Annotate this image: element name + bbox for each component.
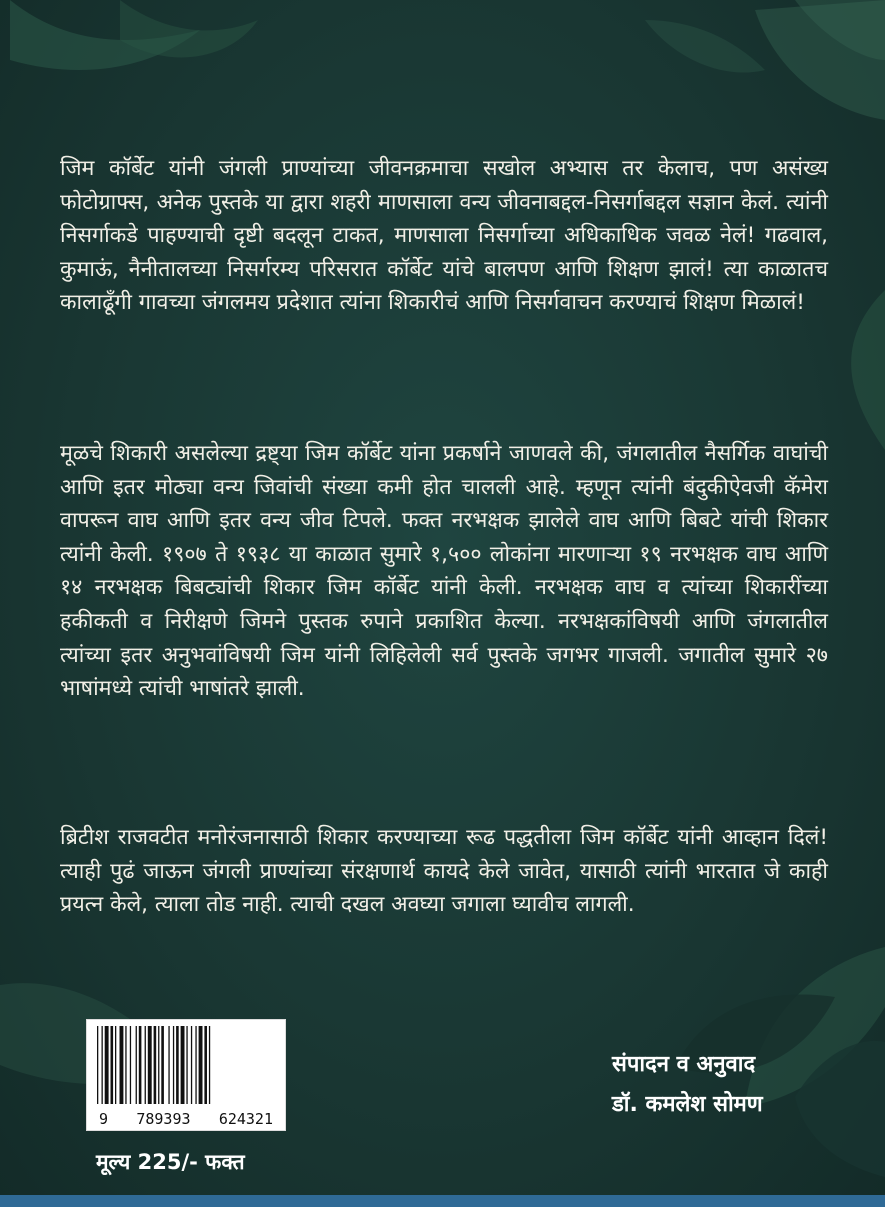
leaf-decoration-top-right-icon	[585, 0, 885, 150]
barcode-digit-first: 9	[99, 1110, 109, 1128]
credit-role: संपादन व अनुवाद	[612, 1052, 756, 1077]
barcode-digits-left: 789393	[136, 1110, 191, 1128]
isbn-barcode	[86, 1019, 286, 1131]
bottom-stripe	[0, 1195, 885, 1207]
price-label: मूल्य 225/- फक्त	[96, 1150, 245, 1174]
leaf-decoration-top-left-icon	[0, 0, 260, 130]
barcode-digits	[87, 1110, 285, 1128]
barcode-digits-right: 624321	[218, 1110, 273, 1128]
blurb-paragraph-1: जिम कॉर्बेट यांनी जंगली प्राण्यांच्या जीवनक्रमाचा सखोल अभ्यास तर केलाच, पण असंख्य फोटोग्राफ्स, अनेक पुस्तके या द्वारा शहरी माणसाला वन्य जीवनाबद्दल-निसर्गाबद्दल सज्ञान केलं. त्यांनी निसर्गाकडे पाहण्याची दृष्टी बदलून टाकत, माणसाला निसर्गाच्या अधिकाधिक जवळ नेलं! गढवाल, कुमाऊं, नैनीतालच्या निसर्गरम्य परिसरात कॉर्बेट यांचे बालपण आणि शिक्षण झालं! त्या काळातच कालाढूँगी गावच्या जंगलमय प्रदेशात त्यांना शिकारीचं आणि निसर्गवाचन करण्याचं शिक्षण मिळालं!	[60, 156, 828, 316]
blurb-paragraph-3: ब्रिटीश राजवटीत मनोरंजनासाठी शिकार करण्याच्या रूढ पद्धतीला जिम कॉर्बेट यांनी आव्हान दिलं! त्याही पुढं जाऊन जंगली प्राण्यांच्या संरक्षणार्थ कायदे केले जावेत, यासाठी त्यांनी भारतात जे काही प्रयत्न केले, त्याला तोड नाही. त्याची दखल अवघ्या जगाला घ्यावीच लागली.	[60, 825, 828, 918]
blurb-paragraph-2: मूळचे शिकारी असलेल्या द्रष्ट्या जिम कॉर्बेट यांना प्रकर्षाने जाणवले की, जंगलातील नैसर्गिक वाघांची आणि इतर मोठ्या वन्य जिवांची संख्या कमी होत चालली आहे. म्हणून त्यांनी बंदुकीऐवजी कॅमेरा वापरून वाघ आणि इतर वन्य जीव टिपले. फक्त नरभक्षक झालेले वाघ आणि बिबटे यांची शिकार त्यांनी केली. १९०७ ते १९३८ या काळात सुमारे १,५०० लोकांना मारणाऱ्या १९ नरभक्षक वाघ आणि १४ नरभक्षक बिबट्यांची शिकार जिम कॉर्बेट यांनी केली. नरभक्षक वाघ व त्यांच्या शिकारींच्या हकीकती व निरीक्षणे जिमने पुस्तक रुपाने प्रकाशित केल्या. नरभक्षकांविषयी आणि जंगलातील त्यांच्या इतर अनुभवांविषयी जिम यांनी लिहिलेली सर्व पुस्तके जगभर गाजली. जगातील सुमारे २७ भाषांमध्ये त्यांची भाषांतरे झाली.	[60, 441, 828, 702]
credit-name: डॉ. कमलेश सोमण	[612, 1092, 763, 1117]
barcode-bars-icon	[95, 1026, 277, 1106]
